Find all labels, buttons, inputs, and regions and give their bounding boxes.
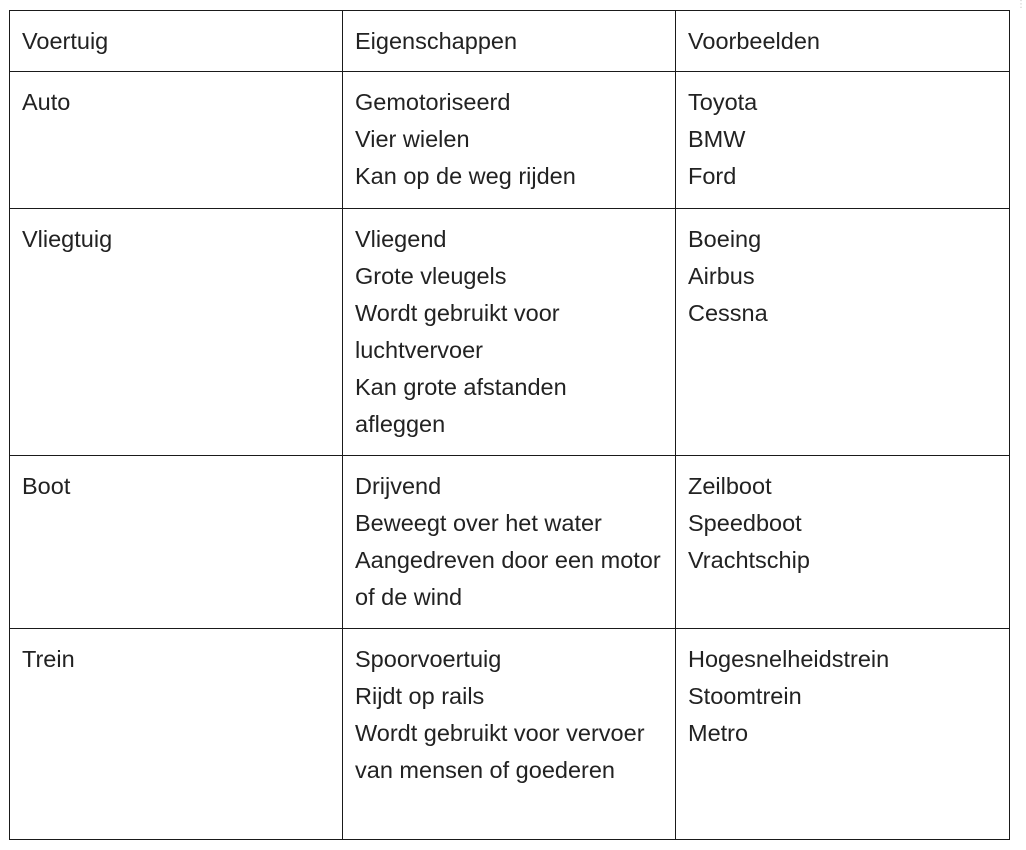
example-item: Stoomtrein: [688, 683, 802, 709]
examples-cell: [676, 629, 1010, 840]
property-item: Kan grote afstanden afleggen: [355, 374, 567, 437]
table-header-row: [10, 11, 1010, 72]
example-item: Airbus: [688, 263, 755, 289]
header-vehicle: Voertuig: [10, 11, 343, 72]
example-item: Ford: [688, 163, 737, 189]
property-item: Gemotoriseerd: [355, 89, 511, 115]
example-item: Hogesnelheidstrein: [688, 646, 890, 672]
vehicle-name: Vliegtuig: [22, 226, 113, 252]
property-item: Wordt gebruikt voor luchtvervoer: [355, 300, 560, 363]
examples-cell: [676, 72, 1010, 209]
properties-cell: [343, 629, 676, 840]
vehicle-name: Trein: [22, 646, 75, 672]
property-item: Wordt gebruikt voor vervoer van mensen of goederen: [355, 720, 645, 783]
example-item: Vrachtschip: [688, 547, 810, 573]
table-row: [10, 629, 1010, 840]
header-properties: Eigenschappen: [343, 11, 676, 72]
example-item: Boeing: [688, 226, 762, 252]
vehicle-name: Auto: [22, 89, 71, 115]
property-item: Beweegt over het water: [355, 510, 602, 536]
example-item: Speedboot: [688, 510, 802, 536]
table-row: [10, 209, 1010, 456]
vehicle-name: Boot: [22, 473, 71, 499]
properties-cell: [343, 456, 676, 629]
property-item: Vier wielen: [355, 126, 470, 152]
vehicle-cell: [10, 456, 343, 629]
example-item: Toyota: [688, 89, 758, 115]
property-item: Spoorvoertuig: [355, 646, 502, 672]
vehicle-cell: [10, 72, 343, 209]
example-item: Metro: [688, 720, 749, 746]
example-item: Cessna: [688, 300, 768, 326]
property-item: Rijdt op rails: [355, 683, 485, 709]
vehicle-cell: [10, 209, 343, 456]
example-item: Zeilboot: [688, 473, 772, 499]
examples-cell: [676, 209, 1010, 456]
corner-dot-icon: ⋮: [1016, 0, 1026, 10]
property-item: Kan op de weg rijden: [355, 163, 576, 189]
table-row: [10, 72, 1010, 209]
vehicle-table: [9, 10, 1010, 840]
property-item: Drijvend: [355, 473, 442, 499]
vehicle-cell: [10, 629, 343, 840]
header-examples: Voorbeelden: [676, 11, 1010, 72]
property-item: Vliegend: [355, 226, 447, 252]
example-item: BMW: [688, 126, 746, 152]
property-item: Aangedreven door een motor of de wind: [355, 547, 661, 610]
table-row: [10, 456, 1010, 629]
properties-cell: [343, 209, 676, 456]
property-item: Grote vleugels: [355, 263, 507, 289]
examples-cell: [676, 456, 1010, 629]
properties-cell: [343, 72, 676, 209]
